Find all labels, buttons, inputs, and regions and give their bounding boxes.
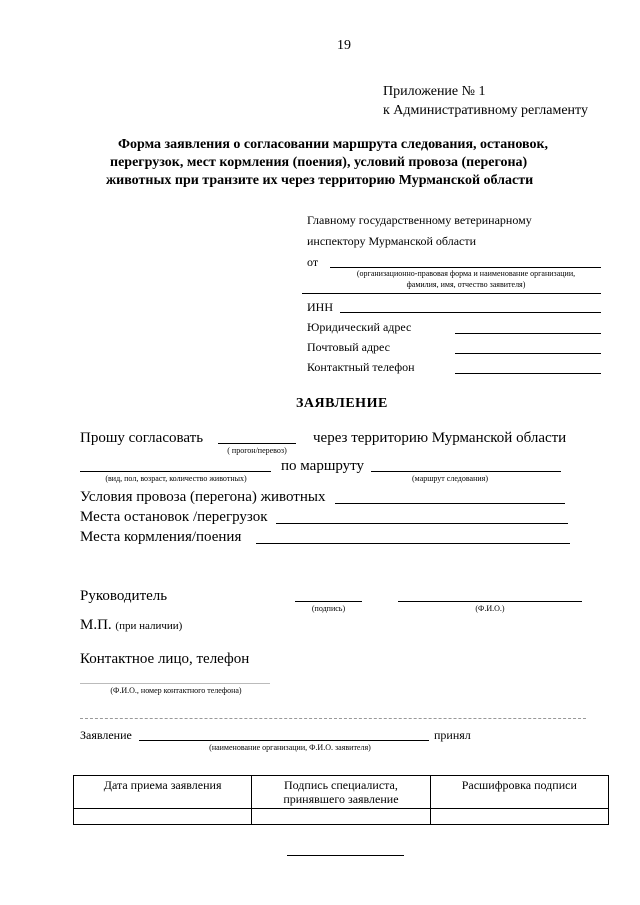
- cut-line: [80, 718, 586, 719]
- feeding-label: Места кормления/поения: [80, 529, 242, 545]
- animals-field[interactable]: [80, 471, 271, 472]
- route-field[interactable]: [371, 471, 561, 472]
- stops-label: Места остановок /перегрузок: [80, 509, 268, 525]
- animals-caption: (вид, пол, возраст, количество животных): [105, 474, 247, 483]
- through-territory-text: через территорию Мурманской области: [313, 430, 567, 446]
- legal-address-field[interactable]: [455, 333, 601, 334]
- form-title-line: перегрузок, мест кормления (поения), условий провоза (перегона): [110, 155, 528, 170]
- from-field[interactable]: [330, 267, 601, 268]
- head-fio-field[interactable]: [398, 601, 582, 602]
- form-title-line: животных при транзите их через территорию Мурманской области: [106, 173, 534, 188]
- signature-field[interactable]: [295, 601, 362, 602]
- phone-field[interactable]: [455, 373, 601, 374]
- transit-type-field[interactable]: [218, 443, 296, 444]
- stops-field[interactable]: [276, 523, 568, 524]
- page-number: 19: [337, 38, 351, 53]
- from-label: от: [307, 255, 319, 269]
- inn-field[interactable]: [340, 312, 601, 313]
- mp-note: (при наличии): [115, 620, 183, 632]
- from-caption: фамилия, имя, отчество заявителя): [406, 280, 526, 289]
- appendix-reference: к Административному регламенту: [383, 103, 588, 118]
- acceptance-statement-label: Заявление: [80, 728, 132, 742]
- acceptance-table: [73, 775, 609, 825]
- route-caption: (маршрут следования): [412, 474, 488, 483]
- mp-label: М.П.: [80, 617, 112, 633]
- table-row: [74, 809, 609, 825]
- by-route-label: по маршруту: [281, 458, 365, 474]
- transit-caption: ( прогон/перевоз): [227, 446, 287, 455]
- table-cell[interactable]: [252, 809, 430, 825]
- table-header-row: [74, 776, 609, 809]
- fio-caption: (Ф.И.О.): [475, 604, 505, 613]
- contact-caption: (Ф.И.О., номер контактного телефона): [110, 686, 242, 695]
- stamp-label: [80, 617, 182, 635]
- bottom-separator: [287, 855, 404, 856]
- table-header-cell: Подпись специалиста, принявшего заявление: [252, 776, 430, 809]
- acceptance-field[interactable]: [139, 740, 429, 741]
- legal-address-label: Юридический адрес: [307, 320, 412, 334]
- phone-label: Контактный телефон: [307, 360, 415, 374]
- contact-label: Контактное лицо, телефон: [80, 651, 250, 667]
- form-title-line: Форма заявления о согласовании маршрута следования, остановок,: [118, 137, 549, 152]
- request-label: Прошу согласовать: [80, 430, 204, 446]
- statement-title: ЗАЯВЛЕНИЕ: [296, 396, 388, 411]
- addressee-line: инспектору Мурманской области: [307, 234, 477, 248]
- table-header-cell: Расшифровка подписи: [430, 776, 608, 809]
- inn-label: ИНН: [307, 300, 333, 314]
- from-caption: (организационно-правовая форма и наименование организации,: [356, 269, 576, 278]
- postal-address-label: Почтовый адрес: [307, 340, 391, 354]
- table-header-cell: Дата приема заявления: [74, 776, 252, 809]
- conditions-field[interactable]: [335, 503, 565, 504]
- head-label: Руководитель: [80, 588, 168, 604]
- appendix-number: Приложение № 1: [383, 84, 486, 99]
- accepted-label: принял: [434, 728, 471, 742]
- feeding-field[interactable]: [256, 543, 570, 544]
- table-cell[interactable]: [430, 809, 608, 825]
- from-field-second-line[interactable]: [302, 293, 601, 294]
- contact-field[interactable]: [80, 683, 270, 684]
- addressee-line: Главному государственному ветеринарному: [307, 213, 532, 227]
- acceptance-caption: (наименование организации, Ф.И.О. заявителя): [209, 743, 371, 752]
- conditions-label: Условия провоза (перегона) животных: [80, 489, 326, 505]
- signature-caption: (подпись): [311, 604, 346, 613]
- table-cell[interactable]: [74, 809, 252, 825]
- postal-address-field[interactable]: [455, 353, 601, 354]
